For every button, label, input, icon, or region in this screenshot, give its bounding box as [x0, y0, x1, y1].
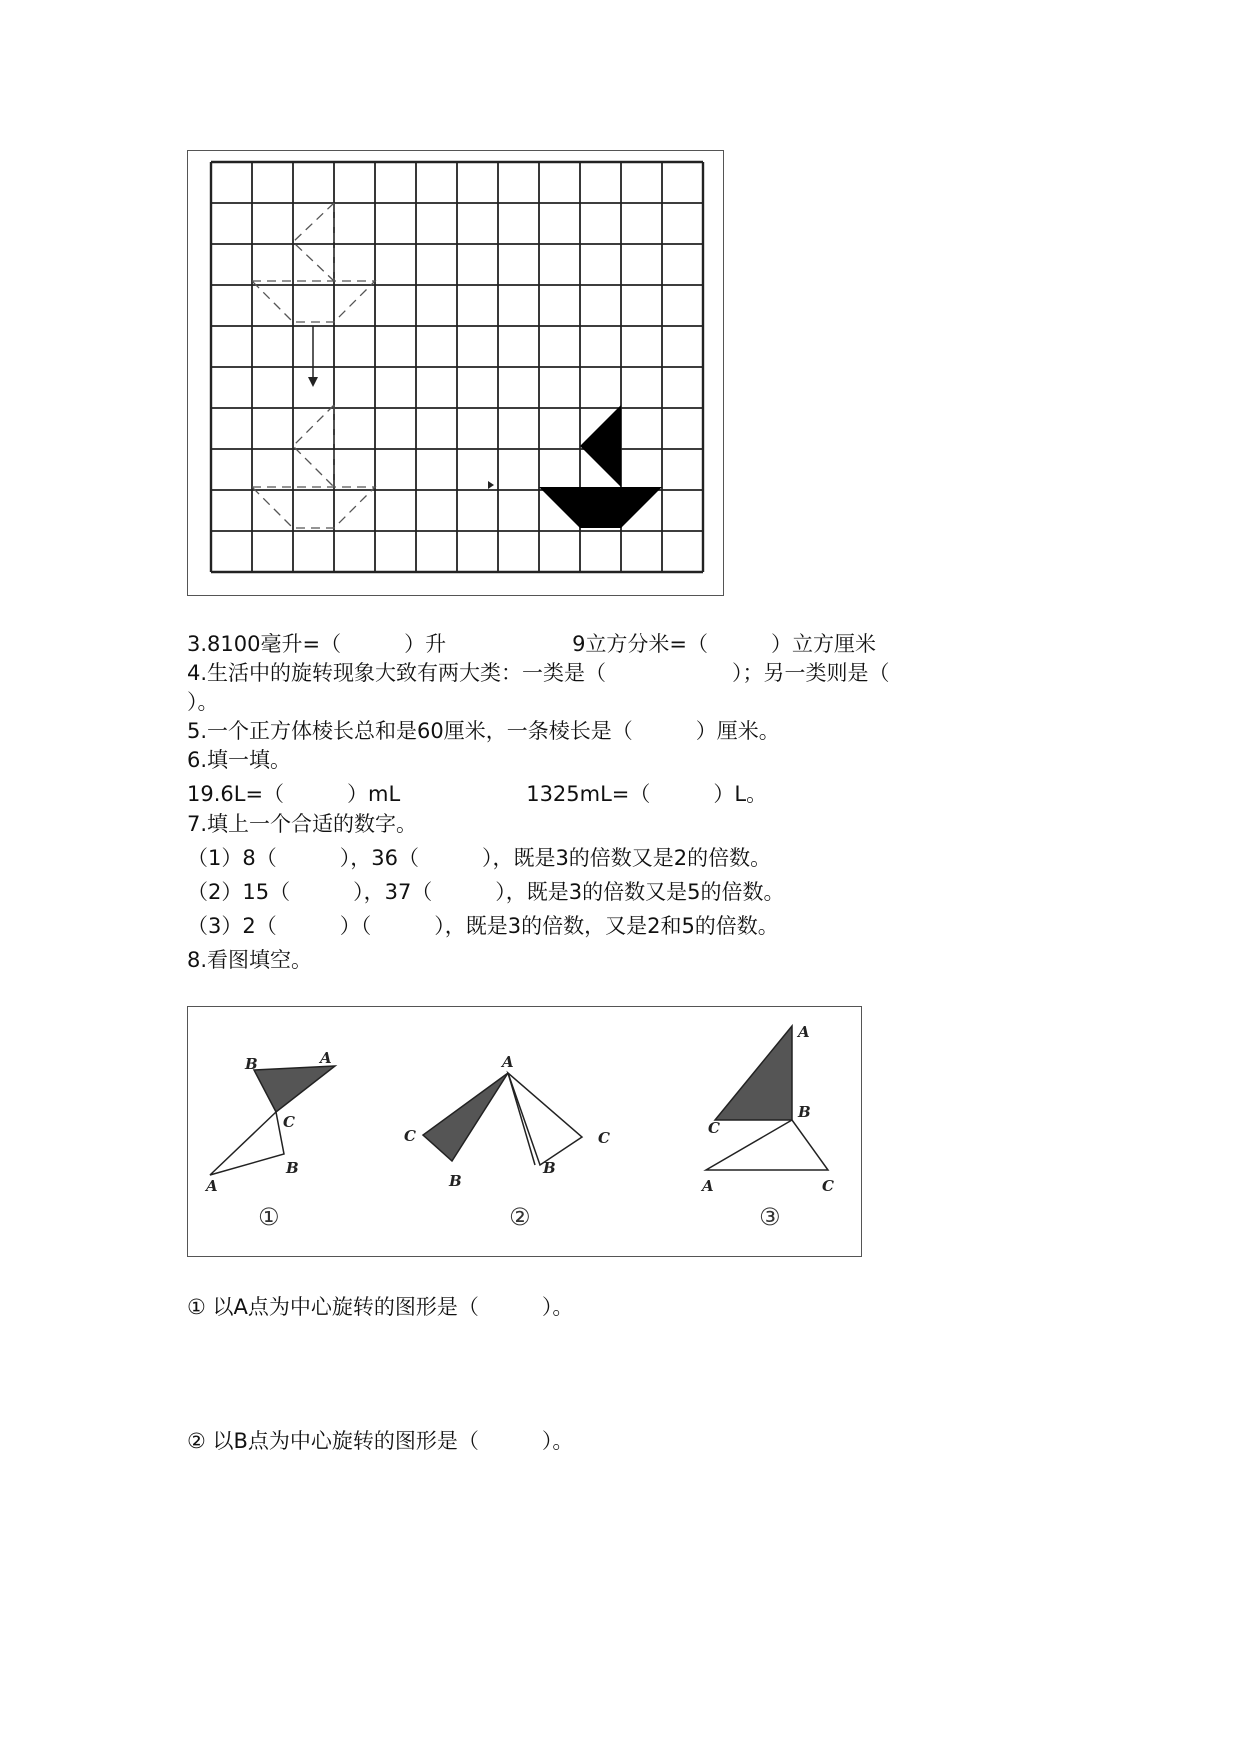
circle-label-2: ②: [509, 1203, 531, 1231]
question-6-line: 19.6L=（ ）mL 1325mL=（ ）L。: [187, 782, 768, 806]
label-B: B: [449, 1172, 462, 1190]
grid-svg: [188, 151, 725, 597]
label-C: C: [283, 1113, 295, 1131]
rotation-figure-1: [204, 1049, 335, 1195]
rotation-svg: [188, 1007, 863, 1258]
label-B2: B: [286, 1159, 299, 1177]
question-7-title: 7.填上一个合适的数字。: [187, 812, 418, 836]
question-4: 4.生活中的旋转现象大致有两大类：一类是（ ）；另一类则是（: [187, 661, 890, 685]
label-B2: B: [543, 1159, 556, 1177]
rotation-figure-2: [404, 1053, 610, 1190]
right-arrow-icon: [488, 481, 494, 489]
label-A: A: [502, 1053, 514, 1071]
black-boat: [539, 405, 662, 528]
label-C2: C: [822, 1177, 834, 1195]
question-3: 3.8100毫升=（ ）升 9立方分米=（ ）立方厘米: [187, 632, 877, 656]
question-7-3: （3）2（ ）（ ），既是3的倍数，又是2和5的倍数。: [187, 914, 779, 938]
label-B: B: [798, 1103, 811, 1121]
dashed-boat-top: [252, 203, 375, 322]
question-8-1: ① 以A点为中心旋转的图形是（ ）。: [187, 1295, 574, 1319]
label-C2: C: [598, 1129, 610, 1147]
down-arrow-icon: [308, 326, 318, 387]
question-6-title: 6.填一填。: [187, 748, 292, 772]
question-7-2: （2）15（ ），37（ ），既是3的倍数又是5的倍数。: [187, 880, 785, 904]
label-A: A: [320, 1049, 332, 1067]
question-4-cont: ）。: [187, 690, 219, 714]
dashed-boat-bottom: [252, 405, 375, 528]
rotation-figure-3: [700, 1023, 834, 1195]
label-C: C: [404, 1127, 416, 1145]
question-5: 5.一个正方体棱长总和是60厘米，一条棱长是（ ）厘米。: [187, 719, 780, 743]
question-8-2: ② 以B点为中心旋转的图形是（ ）。: [187, 1429, 574, 1453]
circle-label-1: ①: [258, 1203, 280, 1231]
label-A2: A: [206, 1177, 218, 1195]
grid-figure: [187, 150, 724, 596]
circle-label-3: ③: [759, 1203, 781, 1231]
label-A: A: [798, 1023, 810, 1041]
label-C: C: [708, 1119, 720, 1137]
question-7-1: （1）8（ ），36（ ），既是3的倍数又是2的倍数。: [187, 846, 772, 870]
label-B: B: [245, 1055, 258, 1073]
question-8-title: 8.看图填空。: [187, 948, 313, 972]
rotation-figure: [187, 1006, 862, 1257]
label-A2: A: [702, 1177, 714, 1195]
